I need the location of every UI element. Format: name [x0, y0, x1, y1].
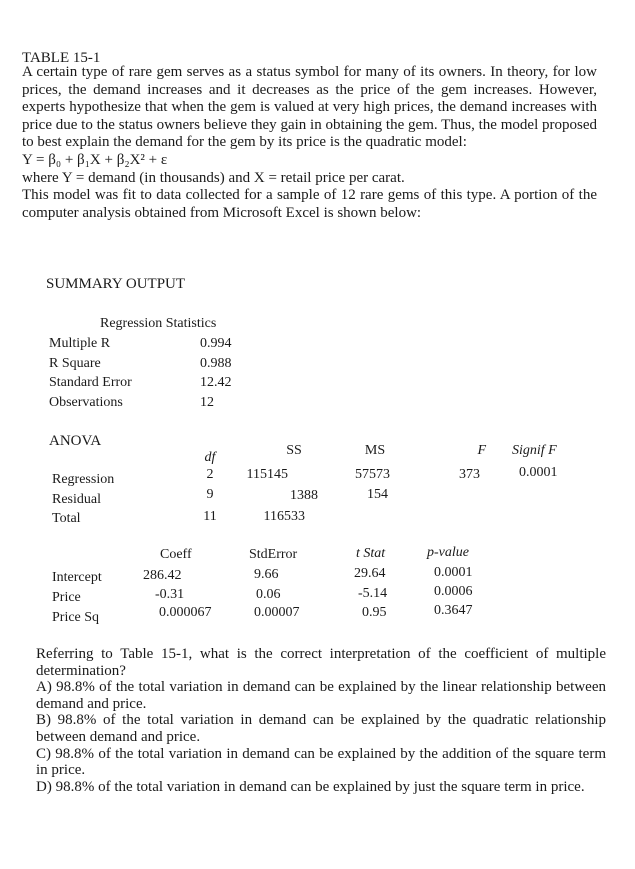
- model-equation: Y = β₀ + β₁X + β₂X² + ε: [22, 151, 168, 168]
- stat-value: 0.994: [200, 336, 232, 351]
- coef-tstat: -5.14: [358, 586, 388, 601]
- summary-output-heading: SUMMARY OUTPUT: [46, 276, 186, 292]
- table-label: TABLE 15-1: [22, 50, 101, 66]
- anova-source: Regression: [52, 472, 115, 487]
- anova-df: 9: [206, 487, 214, 502]
- answer-option-d: D) 98.8% of the total variation in demand can be explained by just the square term in price.: [36, 778, 585, 795]
- answer-option-b: B) 98.8% of the total variation in demand can be explained by the quadratic relationship between demand and price.: [36, 712, 606, 745]
- anova-header-ss: SS: [286, 443, 302, 458]
- anova-source: Total: [52, 511, 81, 526]
- coef-tstat: 0.95: [362, 605, 387, 620]
- coef-stderror: 0.06: [256, 587, 281, 602]
- regression-statistics-header: Regression Statistics: [100, 316, 217, 331]
- anova-signif: 0.0001: [519, 465, 558, 480]
- anova-df: 11: [203, 509, 217, 524]
- anova-ss: 116533: [263, 509, 305, 524]
- intro-paragraph: A certain type of rare gem serves as a status symbol for many of its owners. In theory, for low prices, the demand increases and it decreases as the price of the gem increases. However, experts hypothesize that when the gem is valued at very high prices, the demand increases with price due to the status owners believe they gain in obtaining the gem. Thus, the model proposed to best explain the demand for the gem by its price is the quadratic model:: [22, 64, 597, 151]
- variable-definitions: where Y = demand (in thousands) and X = retail price per carat.: [22, 169, 405, 186]
- coef-name: Price: [52, 590, 81, 605]
- anova-ss: 1388: [290, 488, 318, 503]
- coef-pvalue: 0.3647: [434, 603, 473, 618]
- coef-tstat: 29.64: [354, 566, 386, 581]
- anova-header-ms: MS: [364, 443, 386, 458]
- coef-name: Price Sq: [52, 610, 100, 625]
- stat-label: Observations: [49, 395, 123, 410]
- stat-label: R Square: [49, 356, 101, 371]
- anova-ss: 115145: [246, 467, 288, 482]
- answer-option-a: A) 98.8% of the total variation in demand can be explained by the linear relationship between demand and price.: [36, 679, 606, 712]
- answer-option-c: C) 98.8% of the total variation in demand can be explained by the addition of the square term in price.: [36, 745, 606, 779]
- stat-value: 12: [200, 395, 214, 410]
- stat-label: Standard Error: [49, 375, 132, 390]
- stat-value: 0.988: [200, 356, 232, 371]
- anova-header-f: F: [477, 443, 486, 458]
- anova-ms: 57573: [355, 467, 390, 482]
- problem-description: [22, 64, 597, 222]
- coef-value: -0.31: [155, 587, 185, 602]
- coef-name: Intercept: [52, 570, 102, 585]
- anova-ms: 154: [367, 487, 388, 502]
- coef-header-stderror: StdError: [249, 547, 298, 562]
- coef-value: 286.42: [143, 568, 182, 583]
- stat-value: 12.42: [200, 375, 232, 390]
- anova-df: 2: [206, 467, 214, 482]
- anova-header-df: df: [204, 450, 216, 465]
- coef-pvalue: 0.0001: [434, 565, 473, 580]
- coef-header-pvalue: p-value: [427, 545, 469, 560]
- coef-pvalue: 0.0006: [434, 584, 473, 599]
- anova-f: 373: [459, 467, 480, 482]
- question-stem: Referring to Table 15-1, what is the correct interpretation of the coefficient of multiple determination?: [36, 646, 606, 679]
- coef-header-tstat: t Stat: [356, 546, 386, 561]
- coef-header-coeff: Coeff: [160, 547, 192, 562]
- stat-label: Multiple R: [49, 336, 111, 351]
- coef-stderror: 0.00007: [254, 605, 300, 620]
- coef-value: 0.000067: [159, 605, 212, 620]
- anova-header-signif-f: Signif F: [512, 443, 557, 458]
- coef-stderror: 9.66: [254, 567, 279, 582]
- fit-description: This model was fit to data collected for a sample of 12 rare gems of this type. A portion of the computer analysis obtained from Microsoft Excel is shown below:: [22, 187, 597, 221]
- question-block: [36, 646, 606, 795]
- anova-heading: ANOVA: [49, 433, 102, 449]
- anova-source: Residual: [52, 492, 101, 507]
